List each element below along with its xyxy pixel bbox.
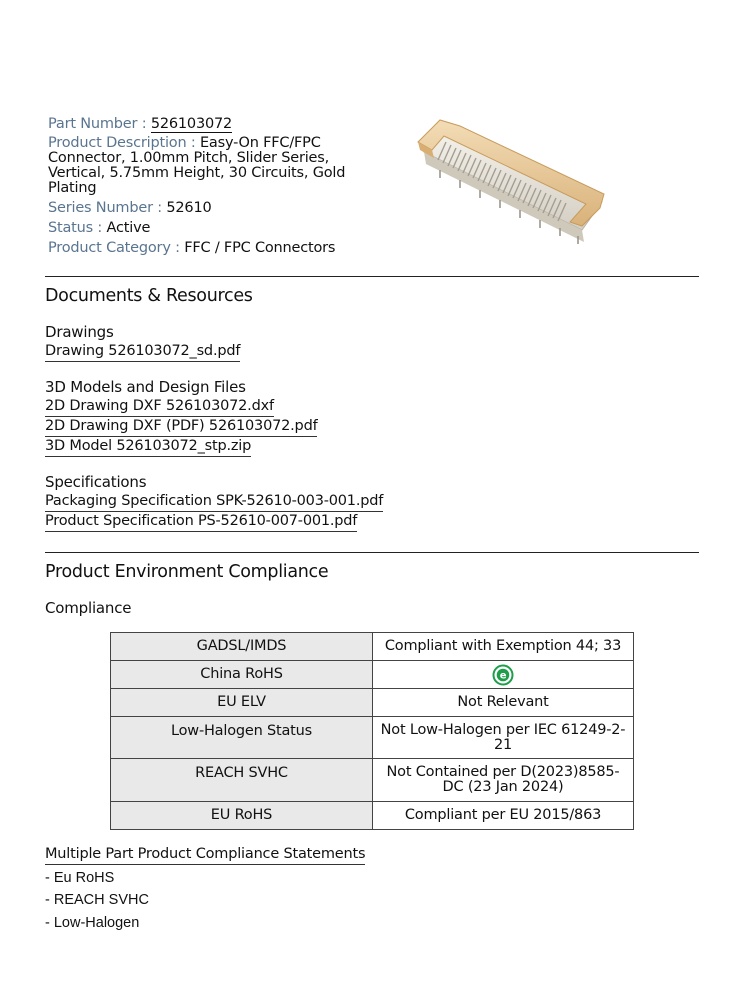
status-row [48, 221, 358, 236]
compliance-subtitle: Compliance [45, 599, 132, 617]
statement-item: - Low-Halogen [45, 915, 140, 931]
compliance-value: Not Relevant [373, 689, 634, 717]
divider [45, 276, 699, 277]
category-value: FFC / FPC Connectors [184, 240, 336, 256]
description-label: Product Description : [48, 135, 196, 151]
category-label: Product Category : [48, 240, 180, 256]
table-row [111, 633, 634, 661]
product-image [410, 112, 610, 252]
compliance-key: GADSL/IMDS [111, 633, 373, 661]
series-label: Series Number : [48, 200, 162, 216]
dxf-link[interactable]: 2D Drawing DXF 526103072.dxf [45, 398, 274, 417]
compliance-value: Compliant with Exemption 44; 33 [373, 633, 634, 661]
table-row [111, 689, 634, 717]
svg-text:e: e [499, 670, 507, 682]
compliance-key: REACH SVHC [111, 759, 373, 802]
status-value: Active [106, 220, 151, 236]
compliance-title: Product Environment Compliance [45, 562, 329, 582]
packaging-spec-link[interactable]: Packaging Specification SPK-52610-003-001.pdf [45, 493, 383, 512]
series-row [48, 201, 358, 216]
description-row [48, 136, 358, 196]
compliance-value: Not Contained per D(2023)8585-DC (23 Jan 2024) [373, 759, 634, 802]
table-row [111, 717, 634, 759]
dxf-pdf-link[interactable]: 2D Drawing DXF (PDF) 526103072.pdf [45, 418, 317, 437]
product-header [48, 117, 358, 256]
compliance-key: EU ELV [111, 689, 373, 717]
compliance-value: Compliant per EU 2015/863 [373, 802, 634, 830]
multi-part-compliance-link[interactable]: Multiple Part Product Compliance Statements [45, 846, 365, 865]
part-number-row [48, 117, 358, 132]
specifications-title: Specifications [45, 473, 147, 491]
category-row [48, 241, 358, 256]
models-title: 3D Models and Design Files [45, 378, 246, 396]
statement-item: - Eu RoHS [45, 870, 115, 886]
part-number-value: 526103072 [150, 116, 233, 132]
table-row [111, 661, 634, 689]
product-spec-link[interactable]: Product Specification PS-52610-007-001.pdf [45, 513, 357, 532]
compliance-table [110, 632, 634, 830]
compliance-value [373, 661, 634, 689]
documents-title: Documents & Resources [45, 286, 253, 306]
compliance-key: EU RoHS [111, 802, 373, 830]
drawing-link[interactable]: Drawing 526103072_sd.pdf [45, 343, 240, 362]
description-value: Easy-On FFC/FPC Connector, 1.00mm Pitch, Slider Series, Vertical, 5.75mm Height, 30 Circuits, Gold Plating [48, 135, 346, 196]
part-number-label: Part Number : [48, 116, 147, 132]
table-row [111, 759, 634, 802]
table-row [111, 802, 634, 830]
china-rohs-e-icon [492, 664, 514, 686]
divider [45, 552, 699, 553]
compliance-key: China RoHS [111, 661, 373, 689]
step-model-link[interactable]: 3D Model 526103072_stp.zip [45, 438, 251, 457]
compliance-key: Low-Halogen Status [111, 717, 373, 759]
series-value: 52610 [166, 200, 212, 216]
status-label: Status : [48, 220, 103, 236]
drawings-title: Drawings [45, 323, 114, 341]
compliance-value: Not Low-Halogen per IEC 61249-2-21 [373, 717, 634, 759]
statement-item: - REACH SVHC [45, 892, 149, 908]
